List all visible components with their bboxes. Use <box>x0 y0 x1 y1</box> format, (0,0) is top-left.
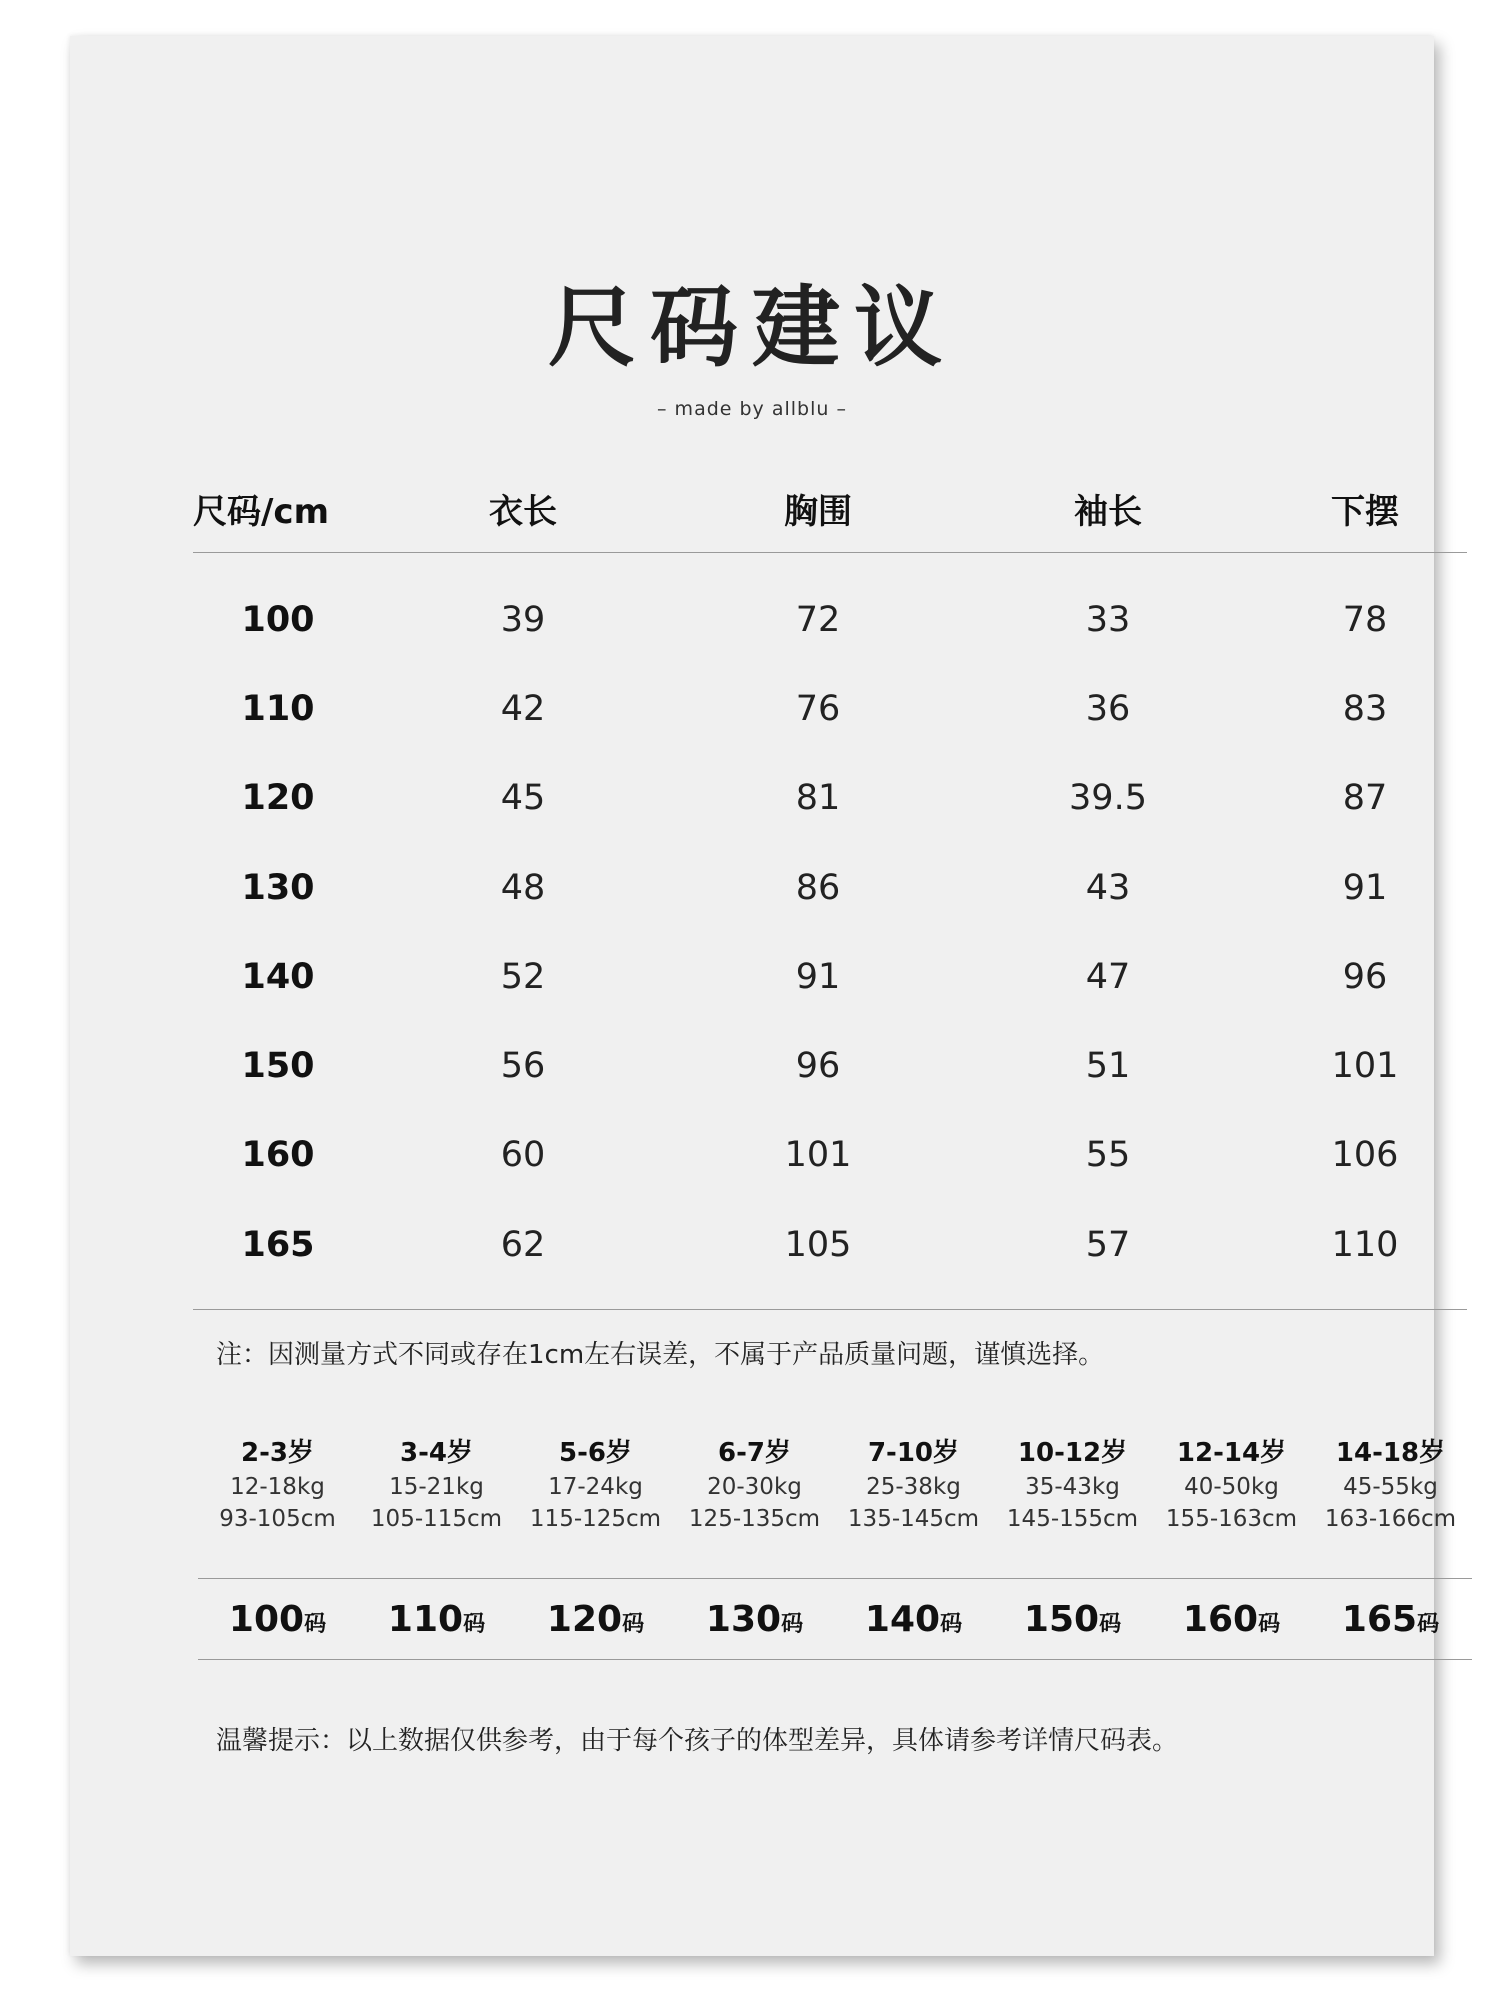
row-hem: 87 <box>1342 778 1388 819</box>
age-range: 2-3岁 <box>241 1438 314 1468</box>
row-length: 60 <box>500 1135 546 1176</box>
row-length: 42 <box>500 688 546 729</box>
age-guide-item <box>1311 1432 1470 1538</box>
table-row <box>193 664 1467 753</box>
height-range: 115-125cm <box>529 1506 662 1532</box>
row-hem: 91 <box>1342 867 1388 908</box>
weight-range: 45-55kg <box>1343 1474 1438 1500</box>
size-number: 150 <box>1023 1598 1100 1640</box>
row-size: 110 <box>241 688 315 729</box>
row-sleeve: 55 <box>1085 1135 1131 1176</box>
weight-range: 40-50kg <box>1184 1474 1279 1500</box>
recommended-size <box>1152 1599 1311 1640</box>
weight-range: 15-21kg <box>389 1474 484 1500</box>
age-range: 3-4岁 <box>400 1438 473 1468</box>
height-range: 163-166cm <box>1324 1506 1457 1532</box>
age-guide-item <box>675 1432 834 1538</box>
row-size: 160 <box>241 1135 315 1176</box>
row-size: 150 <box>241 1046 315 1087</box>
age-range: 6-7岁 <box>718 1438 791 1468</box>
size-number: 140 <box>864 1598 941 1640</box>
row-sleeve: 51 <box>1085 1046 1131 1087</box>
height-range: 93-105cm <box>219 1506 336 1532</box>
age-guide-item <box>357 1432 516 1538</box>
size-number: 100 <box>228 1598 305 1640</box>
table-row <box>193 754 1467 843</box>
size-chart-card <box>70 36 1457 1956</box>
row-hem: 106 <box>1331 1135 1399 1176</box>
row-length: 48 <box>500 867 546 908</box>
age-range: 5-6岁 <box>559 1438 632 1468</box>
brand-subtitle: – made by allblu – <box>657 398 847 420</box>
row-size: 100 <box>241 599 315 640</box>
size-suffix: 码 <box>1417 1611 1440 1637</box>
table-row <box>193 575 1467 664</box>
weight-range: 17-24kg <box>548 1474 643 1500</box>
recommended-size <box>675 1599 834 1640</box>
recommended-size <box>993 1599 1152 1640</box>
row-hem: 110 <box>1331 1224 1399 1265</box>
row-hem: 78 <box>1342 599 1388 640</box>
weight-range: 20-30kg <box>707 1474 802 1500</box>
age-range: 10-12岁 <box>1017 1438 1128 1468</box>
row-length: 39 <box>500 599 546 640</box>
header-sleeve: 袖长 <box>1074 491 1142 532</box>
age-guide-item <box>516 1432 675 1538</box>
size-suffix: 码 <box>463 1611 486 1637</box>
height-range: 155-163cm <box>1165 1506 1298 1532</box>
recommended-size <box>834 1599 993 1640</box>
size-suffix: 码 <box>304 1611 327 1637</box>
row-size: 120 <box>241 778 315 819</box>
table-row <box>193 1021 1467 1110</box>
size-suffix: 码 <box>781 1611 804 1637</box>
row-length: 62 <box>500 1224 546 1265</box>
recommended-size <box>1311 1599 1470 1640</box>
table-row <box>193 1111 1467 1200</box>
size-number: 165 <box>1341 1598 1418 1640</box>
page-title: 尺码建议 <box>547 276 956 379</box>
row-length: 52 <box>500 956 546 997</box>
height-range: 145-155cm <box>1006 1506 1139 1532</box>
weight-range: 35-43kg <box>1025 1474 1120 1500</box>
measurement-note: 注：因测量方式不同或存在1cm左右误差，不属于产品质量问题，谨慎选择。 <box>216 1340 1105 1370</box>
row-chest: 101 <box>784 1135 852 1176</box>
row-chest: 96 <box>795 1046 841 1087</box>
row-sleeve: 33 <box>1085 599 1131 640</box>
row-sleeve: 43 <box>1085 867 1131 908</box>
recommended-size <box>516 1599 675 1640</box>
size-number: 110 <box>387 1598 464 1640</box>
age-guide <box>198 1432 1472 1538</box>
row-hem: 83 <box>1342 688 1388 729</box>
row-chest: 76 <box>795 688 841 729</box>
recommended-size-bar <box>198 1578 1472 1660</box>
warm-tip: 温馨提示：以上数据仅供参考，由于每个孩子的体型差异，具体请参考详情尺码表。 <box>216 1726 1179 1756</box>
row-sleeve: 39.5 <box>1069 778 1147 819</box>
weight-range: 25-38kg <box>866 1474 961 1500</box>
table-row <box>193 1200 1467 1289</box>
row-chest: 81 <box>795 778 841 819</box>
age-range: 14-18岁 <box>1335 1438 1446 1468</box>
header-size: 尺码/cm <box>193 491 329 532</box>
row-chest: 72 <box>795 599 841 640</box>
age-range: 12-14岁 <box>1176 1438 1287 1468</box>
size-number: 130 <box>705 1598 782 1640</box>
size-table <box>193 464 1467 1310</box>
row-size: 140 <box>241 956 315 997</box>
header-length: 衣长 <box>489 491 557 532</box>
row-sleeve: 47 <box>1085 956 1131 997</box>
row-chest: 86 <box>795 867 841 908</box>
row-chest: 91 <box>795 956 841 997</box>
size-number: 160 <box>1182 1598 1259 1640</box>
weight-range: 12-18kg <box>230 1474 325 1500</box>
age-guide-item <box>1152 1432 1311 1538</box>
recommended-size <box>198 1599 357 1640</box>
size-suffix: 码 <box>622 1611 645 1637</box>
table-header <box>193 464 1467 553</box>
row-length: 45 <box>500 778 546 819</box>
row-size: 130 <box>241 867 315 908</box>
age-guide-item <box>993 1432 1152 1538</box>
header-chest: 胸围 <box>784 491 852 532</box>
row-chest: 105 <box>784 1224 852 1265</box>
row-sleeve: 36 <box>1085 688 1131 729</box>
age-range: 7-10岁 <box>867 1438 960 1468</box>
table-body <box>193 553 1467 1310</box>
size-suffix: 码 <box>1258 1611 1281 1637</box>
recommended-size <box>357 1599 516 1640</box>
row-hem: 101 <box>1331 1046 1399 1087</box>
row-hem: 96 <box>1342 956 1388 997</box>
height-range: 135-145cm <box>847 1506 980 1532</box>
size-suffix: 码 <box>940 1611 963 1637</box>
height-range: 125-135cm <box>688 1506 821 1532</box>
row-size: 165 <box>241 1224 315 1265</box>
height-range: 105-115cm <box>370 1506 503 1532</box>
size-number: 120 <box>546 1598 623 1640</box>
row-length: 56 <box>500 1046 546 1087</box>
age-guide-item <box>834 1432 993 1538</box>
age-guide-item <box>198 1432 357 1538</box>
header-hem: 下摆 <box>1331 491 1399 532</box>
size-suffix: 码 <box>1099 1611 1122 1637</box>
row-sleeve: 57 <box>1085 1224 1131 1265</box>
table-row <box>193 932 1467 1021</box>
table-row <box>193 843 1467 932</box>
